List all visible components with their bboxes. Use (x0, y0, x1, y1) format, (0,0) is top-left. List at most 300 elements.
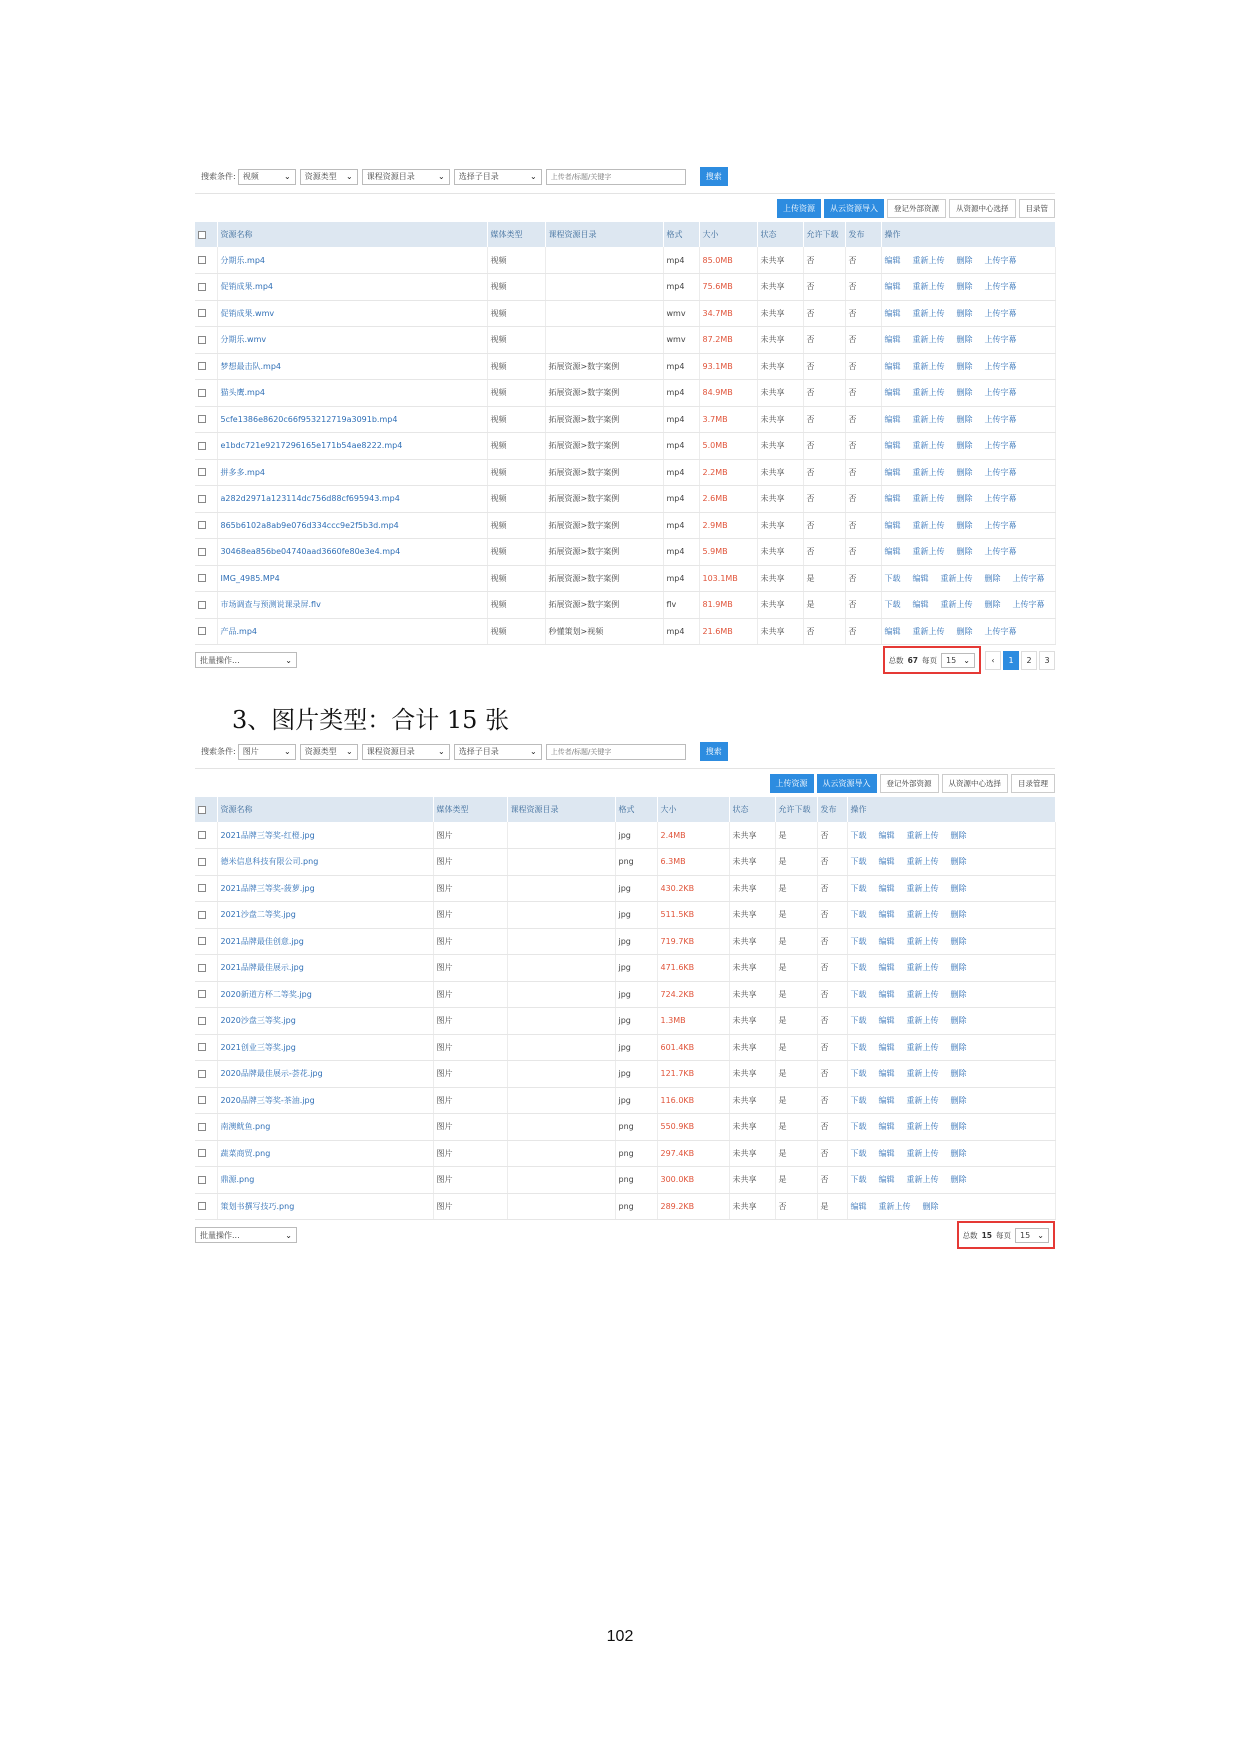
row-checkbox[interactable] (195, 1140, 217, 1167)
action-link[interactable]: 编辑 (878, 857, 895, 867)
size-cell: 289.2KB (657, 1193, 729, 1220)
action-link[interactable]: 重新上传 (906, 989, 939, 999)
action-link[interactable]: 重新上传 (906, 1175, 939, 1185)
catalog-manage-button[interactable]: 目录管 (1019, 199, 1056, 218)
row-checkbox[interactable] (195, 300, 217, 327)
row-checkbox[interactable] (195, 353, 217, 380)
col-status: 状态 (757, 222, 803, 247)
action-link[interactable]: 删除 (950, 910, 967, 920)
toolbar (195, 194, 1055, 222)
catalog-cell (507, 1114, 615, 1141)
resource-name-link[interactable]: 5cfe1386e8620c66f953212719a3091b.mp4 (217, 406, 487, 433)
resource-name-link[interactable]: 30468ea856be04740aad3660fe80e3e4.mp4 (217, 539, 487, 566)
action-link[interactable]: 编辑 (878, 1148, 895, 1158)
status-cell: 未共享 (729, 822, 775, 849)
chevron-down-icon: ⌄ (346, 747, 353, 756)
action-link[interactable]: 删除 (950, 989, 967, 999)
resource-name-link[interactable]: 促销成果.wmv (217, 300, 487, 327)
status-cell: 未共享 (757, 592, 803, 619)
action-link[interactable]: 重新上传 (912, 282, 945, 292)
resource-name-link[interactable]: 2020品牌三等奖-茶油.jpg (217, 1087, 433, 1114)
publish-cell: 否 (845, 592, 881, 619)
action-link[interactable]: 编辑 (884, 335, 901, 345)
action-link[interactable]: 上传字幕 (1012, 573, 1045, 583)
resource-name-link[interactable]: 2021品牌最佳创意.jpg (217, 928, 433, 955)
action-link[interactable]: 重新上传 (878, 1201, 911, 1211)
resource-name-link[interactable]: 策划书撰写技巧.png (217, 1193, 433, 1220)
action-link[interactable]: 上传字幕 (984, 282, 1017, 292)
action-link[interactable]: 重新上传 (940, 573, 973, 583)
page-3-button[interactable]: 3 (1039, 651, 1055, 670)
resource-name-link[interactable]: 2020新道方杯二等奖.jpg (217, 981, 433, 1008)
action-link[interactable]: 下载 (884, 600, 901, 610)
resource-name-link[interactable]: 2021沙盘二等奖.jpg (217, 902, 433, 929)
action-link[interactable]: 编辑 (884, 441, 901, 451)
action-link[interactable]: 编辑 (850, 1201, 867, 1211)
catalog-cell (545, 274, 663, 301)
action-link[interactable]: 重新上传 (906, 1042, 939, 1052)
actions-cell (881, 618, 1055, 645)
action-link[interactable]: 重新上传 (906, 883, 939, 893)
action-link[interactable]: 重新上传 (912, 494, 945, 504)
row-checkbox[interactable] (195, 849, 217, 876)
table-row (195, 433, 1055, 460)
catalog-cell (545, 327, 663, 354)
action-link[interactable]: 编辑 (878, 963, 895, 973)
action-link[interactable]: 重新上传 (906, 1095, 939, 1105)
action-link[interactable]: 删除 (950, 1095, 967, 1105)
resource-name-link[interactable]: IMG_4985.MP4 (217, 565, 487, 592)
chevron-down-icon: ⌄ (285, 655, 292, 665)
action-link[interactable]: 删除 (984, 573, 1001, 583)
actions-cell (881, 486, 1055, 513)
action-link[interactable]: 删除 (950, 1175, 967, 1185)
action-link[interactable]: 删除 (956, 520, 973, 530)
download-cell: 否 (803, 274, 845, 301)
action-link[interactable]: 编辑 (878, 1175, 895, 1185)
action-link[interactable]: 重新上传 (912, 414, 945, 424)
action-link[interactable]: 删除 (950, 936, 967, 946)
action-link[interactable]: 编辑 (884, 547, 901, 557)
catalog-cell: 拓展资源>数字案例 (545, 565, 663, 592)
row-checkbox[interactable] (195, 981, 217, 1008)
format-cell: mp4 (663, 433, 699, 460)
action-link[interactable]: 重新上传 (906, 830, 939, 840)
row-checkbox[interactable] (195, 380, 217, 407)
format-cell: jpg (615, 928, 657, 955)
row-checkbox[interactable] (195, 1034, 217, 1061)
download-cell: 是 (775, 928, 817, 955)
row-checkbox[interactable] (195, 274, 217, 301)
action-link[interactable]: 上传字幕 (984, 335, 1017, 345)
action-link[interactable]: 删除 (950, 1122, 967, 1132)
action-link[interactable]: 重新上传 (912, 441, 945, 451)
action-link[interactable]: 删除 (950, 1148, 967, 1158)
action-link[interactable]: 删除 (956, 547, 973, 557)
action-link[interactable]: 下载 (850, 989, 867, 999)
per-page-label: 每页 (996, 1230, 1011, 1240)
row-checkbox[interactable] (195, 592, 217, 619)
action-link[interactable]: 删除 (922, 1201, 939, 1211)
action-link[interactable]: 编辑 (878, 1122, 895, 1132)
chevron-down-icon: ⌄ (963, 655, 970, 665)
action-link[interactable]: 上传字幕 (984, 441, 1017, 451)
row-checkbox[interactable] (195, 1167, 217, 1194)
action-link[interactable]: 删除 (956, 282, 973, 292)
action-link[interactable]: 删除 (956, 335, 973, 345)
download-cell: 是 (803, 565, 845, 592)
action-link[interactable]: 删除 (984, 600, 1001, 610)
catalog-cell (507, 902, 615, 929)
format-cell: jpg (615, 981, 657, 1008)
actions-cell (847, 849, 1055, 876)
total-label: 总数 (962, 1230, 978, 1240)
media-type-cell: 视频 (487, 539, 545, 566)
table-row (195, 928, 1055, 955)
search-button[interactable]: 搜索 (700, 742, 728, 761)
action-link[interactable]: 重新上传 (940, 600, 973, 610)
action-link[interactable]: 编辑 (878, 910, 895, 920)
resource-name-link[interactable]: 2021品牌最佳展示.jpg (217, 955, 433, 982)
row-checkbox[interactable] (195, 955, 217, 982)
action-link[interactable]: 上传字幕 (984, 361, 1017, 371)
action-link[interactable]: 编辑 (884, 626, 901, 636)
catalog-select[interactable]: 课程资源目录 ⌄ (362, 169, 450, 185)
action-link[interactable]: 重新上传 (906, 1016, 939, 1026)
action-link[interactable]: 编辑 (878, 1095, 895, 1105)
row-checkbox[interactable] (195, 565, 217, 592)
action-link[interactable]: 上传字幕 (984, 308, 1017, 318)
resource-name-link[interactable]: 2020品牌最佳展示-荟花.jpg (217, 1061, 433, 1088)
publish-cell: 否 (817, 1167, 847, 1194)
action-link[interactable]: 删除 (956, 308, 973, 318)
action-link[interactable]: 编辑 (884, 255, 901, 265)
register-external-button[interactable]: 登记外部资源 (887, 199, 946, 218)
action-link[interactable]: 重新上传 (906, 1148, 939, 1158)
row-checkbox[interactable] (195, 618, 217, 645)
resource-name-link[interactable]: 市场调查与预测说课录屏.flv (217, 592, 487, 619)
action-link[interactable]: 编辑 (878, 883, 895, 893)
action-link[interactable]: 重新上传 (912, 255, 945, 265)
action-link[interactable]: 下载 (850, 857, 867, 867)
action-link[interactable]: 下载 (850, 1122, 867, 1132)
resource-name-link[interactable]: 2021品牌三等奖-菠萝.jpg (217, 875, 433, 902)
action-link[interactable]: 上传字幕 (984, 255, 1017, 265)
batch-action-select[interactable]: 批量操作... ⌄ (195, 1227, 297, 1243)
action-link[interactable]: 下载 (850, 910, 867, 920)
import-cloud-button[interactable]: 从云资源导入 (817, 774, 877, 793)
catalog-manage-button[interactable]: 目录管理 (1011, 774, 1055, 793)
resource-table (195, 797, 1056, 1220)
resource-name-link[interactable]: 南澳鱿鱼.png (217, 1114, 433, 1141)
status-cell: 未共享 (729, 1114, 775, 1141)
resource-name-link[interactable]: a282d2971a123114dc756d88cf695943.mp4 (217, 486, 487, 513)
download-cell: 否 (803, 380, 845, 407)
media-type-cell: 图片 (433, 1167, 507, 1194)
row-checkbox[interactable] (195, 433, 217, 460)
action-link[interactable]: 重新上传 (906, 936, 939, 946)
image-resource-panel (195, 735, 1055, 1250)
action-link[interactable]: 下载 (850, 963, 867, 973)
row-checkbox[interactable] (195, 1114, 217, 1141)
download-cell: 否 (803, 327, 845, 354)
media-type-cell: 视频 (487, 486, 545, 513)
resource-name-link[interactable]: 拼多多.mp4 (217, 459, 487, 486)
row-checkbox[interactable] (195, 539, 217, 566)
action-link[interactable]: 下载 (884, 573, 901, 583)
action-link[interactable]: 重新上传 (912, 388, 945, 398)
download-cell: 是 (775, 981, 817, 1008)
select-all-checkbox[interactable] (195, 222, 217, 247)
table-row (195, 1140, 1055, 1167)
action-link[interactable]: 删除 (950, 1016, 967, 1026)
subcatalog-select[interactable]: 选择子目录 ⌄ (454, 744, 542, 760)
catalog-cell (507, 1087, 615, 1114)
search-bar (195, 735, 1055, 769)
row-checkbox[interactable] (195, 247, 217, 274)
publish-cell: 否 (817, 1034, 847, 1061)
chevron-down-icon: ⌄ (438, 172, 445, 181)
size-cell: 3.7MB (699, 406, 757, 433)
keyword-input[interactable] (546, 744, 686, 760)
resource-name-link[interactable]: 产品.mp4 (217, 618, 487, 645)
action-link[interactable]: 下载 (850, 1095, 867, 1105)
col-media: 媒体类型 (433, 797, 507, 822)
actions-cell (847, 1114, 1055, 1141)
size-cell: 85.0MB (699, 247, 757, 274)
resource-name-link[interactable]: 分期乐.mp4 (217, 247, 487, 274)
resource-name-link[interactable]: 鼎源.png (217, 1167, 433, 1194)
format-cell: mp4 (663, 406, 699, 433)
action-link[interactable]: 编辑 (912, 600, 929, 610)
action-link[interactable]: 编辑 (884, 308, 901, 318)
format-cell: png (615, 1140, 657, 1167)
action-link[interactable]: 重新上传 (912, 520, 945, 530)
actions-cell (847, 1061, 1055, 1088)
action-link[interactable]: 删除 (950, 857, 967, 867)
row-checkbox[interactable] (195, 875, 217, 902)
resource-name-link[interactable]: 865b6102a8ab9e076d334ccc9e2f5b3d.mp4 (217, 512, 487, 539)
size-cell: 511.5KB (657, 902, 729, 929)
row-checkbox[interactable] (195, 1193, 217, 1220)
row-checkbox[interactable] (195, 822, 217, 849)
action-link[interactable]: 编辑 (884, 282, 901, 292)
register-external-button[interactable]: 登记外部资源 (880, 774, 939, 793)
select-from-center-button[interactable]: 从资源中心选择 (949, 199, 1016, 218)
action-link[interactable]: 删除 (950, 883, 967, 893)
resource-type-select[interactable]: 资源类型 ⌄ (300, 169, 358, 185)
media-type-cell: 视频 (487, 512, 545, 539)
table-row (195, 875, 1055, 902)
publish-cell: 否 (817, 1008, 847, 1035)
download-cell: 是 (775, 955, 817, 982)
table-row (195, 1087, 1055, 1114)
action-link[interactable]: 删除 (950, 1042, 967, 1052)
action-link[interactable]: 重新上传 (912, 361, 945, 371)
action-link[interactable]: 删除 (956, 255, 973, 265)
action-link[interactable]: 下载 (850, 883, 867, 893)
action-link[interactable]: 删除 (956, 388, 973, 398)
action-link[interactable]: 上传字幕 (984, 547, 1017, 557)
action-link[interactable]: 编辑 (884, 494, 901, 504)
page-2-button[interactable]: 2 (1021, 651, 1037, 670)
resource-name-link[interactable]: 促销成果.mp4 (217, 274, 487, 301)
search-button[interactable]: 搜索 (700, 167, 728, 186)
resource-name-link[interactable]: 猫头鹰.mp4 (217, 380, 487, 407)
actions-cell (847, 1087, 1055, 1114)
upload-resource-button[interactable]: 上传资源 (777, 199, 821, 218)
media-type-select[interactable]: 视频 ⌄ (238, 169, 296, 185)
action-link[interactable]: 编辑 (884, 414, 901, 424)
format-cell: jpg (615, 1061, 657, 1088)
action-link[interactable]: 删除 (950, 830, 967, 840)
action-link[interactable]: 下载 (850, 1042, 867, 1052)
select-all-checkbox[interactable] (195, 797, 217, 822)
download-cell: 否 (803, 247, 845, 274)
action-link[interactable]: 下载 (850, 830, 867, 840)
action-link[interactable]: 删除 (950, 963, 967, 973)
format-cell: jpg (615, 822, 657, 849)
row-checkbox[interactable] (195, 406, 217, 433)
actions-cell (881, 433, 1055, 460)
media-type-cell: 图片 (433, 1140, 507, 1167)
action-link[interactable]: 重新上传 (912, 547, 945, 557)
row-checkbox[interactable] (195, 1061, 217, 1088)
action-link[interactable]: 编辑 (884, 361, 901, 371)
action-link[interactable]: 重新上传 (906, 1122, 939, 1132)
row-checkbox[interactable] (195, 1008, 217, 1035)
action-link[interactable]: 下载 (850, 1175, 867, 1185)
action-link[interactable]: 编辑 (878, 1016, 895, 1026)
action-link[interactable]: 编辑 (884, 388, 901, 398)
format-cell: wmv (663, 300, 699, 327)
row-checkbox[interactable] (195, 902, 217, 929)
actions-cell (847, 822, 1055, 849)
import-cloud-button[interactable]: 从云资源导入 (824, 199, 884, 218)
resource-name-link[interactable]: 2020沙盘三等奖.jpg (217, 1008, 433, 1035)
row-checkbox[interactable] (195, 459, 217, 486)
resource-type-select[interactable]: 资源类型 ⌄ (300, 744, 358, 760)
catalog-cell: 拓展资源>数字案例 (545, 406, 663, 433)
status-cell: 未共享 (757, 300, 803, 327)
action-link[interactable]: 删除 (950, 1069, 967, 1079)
format-cell: jpg (615, 902, 657, 929)
batch-action-select[interactable]: 批量操作... ⌄ (195, 652, 297, 668)
pagination-summary (883, 646, 981, 674)
action-link[interactable]: 上传字幕 (984, 388, 1017, 398)
action-link[interactable]: 删除 (956, 626, 973, 636)
action-link[interactable]: 上传字幕 (984, 626, 1017, 636)
resource-name-link[interactable]: 2021创业三等奖.jpg (217, 1034, 433, 1061)
action-link[interactable]: 删除 (956, 414, 973, 424)
format-cell: mp4 (663, 565, 699, 592)
action-link[interactable]: 上传字幕 (984, 520, 1017, 530)
action-link[interactable]: 上传字幕 (984, 467, 1017, 477)
action-link[interactable]: 编辑 (878, 1069, 895, 1079)
action-link[interactable]: 重新上传 (906, 963, 939, 973)
action-link[interactable]: 下载 (850, 936, 867, 946)
resource-name-link[interactable]: 2021品牌三等奖-红橙.jpg (217, 822, 433, 849)
keyword-input[interactable] (546, 169, 686, 185)
media-type-select[interactable]: 图片 ⌄ (238, 744, 296, 760)
col-format: 格式 (663, 222, 699, 247)
col-name: 资源名称 (217, 222, 487, 247)
action-link[interactable]: 下载 (850, 1069, 867, 1079)
catalog-cell (507, 1140, 615, 1167)
subcatalog-select[interactable]: 选择子目录 ⌄ (454, 169, 542, 185)
action-link[interactable]: 重新上传 (906, 1069, 939, 1079)
action-link[interactable]: 重新上传 (912, 467, 945, 477)
per-page-select[interactable]: 15 ⌄ (941, 653, 975, 668)
select-from-center-button[interactable]: 从资源中心选择 (942, 774, 1009, 793)
action-link[interactable]: 编辑 (878, 989, 895, 999)
resource-name-link[interactable]: 蔬菜商贸.png (217, 1140, 433, 1167)
col-catalog: 课程资源目录 (545, 222, 663, 247)
row-checkbox[interactable] (195, 512, 217, 539)
media-type-cell: 视频 (487, 433, 545, 460)
row-checkbox[interactable] (195, 1087, 217, 1114)
chevron-down-icon: ⌄ (346, 172, 353, 181)
download-cell: 是 (775, 1140, 817, 1167)
row-checkbox[interactable] (195, 928, 217, 955)
action-link[interactable]: 编辑 (884, 467, 901, 477)
action-link[interactable]: 上传字幕 (1012, 600, 1045, 610)
col-publish: 发布 (845, 222, 881, 247)
row-checkbox[interactable] (195, 486, 217, 513)
action-link[interactable]: 编辑 (912, 573, 929, 583)
media-type-cell: 图片 (433, 875, 507, 902)
resource-name-link[interactable]: 德米信息科技有限公司.png (217, 849, 433, 876)
action-link[interactable]: 上传字幕 (984, 494, 1017, 504)
catalog-cell: 秒懂策划>视频 (545, 618, 663, 645)
resource-name-link[interactable]: e1bdc721e9217296165e171b54ae8222.mp4 (217, 433, 487, 460)
resource-name-link[interactable]: 梦想最击队.mp4 (217, 353, 487, 380)
action-link[interactable]: 重新上传 (912, 308, 945, 318)
action-link[interactable]: 重新上传 (906, 910, 939, 920)
action-link[interactable]: 编辑 (878, 936, 895, 946)
action-link[interactable]: 删除 (956, 467, 973, 477)
download-cell: 是 (775, 902, 817, 929)
action-link[interactable]: 下载 (850, 1016, 867, 1026)
per-page-label: 每页 (922, 655, 937, 665)
action-link[interactable]: 编辑 (884, 520, 901, 530)
per-page-select[interactable]: 15 ⌄ (1015, 1228, 1049, 1243)
prev-page-button[interactable]: ‹ (985, 651, 1001, 670)
status-cell: 未共享 (757, 512, 803, 539)
action-link[interactable]: 删除 (956, 494, 973, 504)
page-1-button[interactable]: 1 (1003, 651, 1019, 670)
resource-name-link[interactable]: 分期乐.wmv (217, 327, 487, 354)
action-link[interactable]: 上传字幕 (984, 414, 1017, 424)
actions-cell (847, 902, 1055, 929)
action-link[interactable]: 删除 (956, 361, 973, 371)
catalog-select[interactable]: 课程资源目录 ⌄ (362, 744, 450, 760)
action-link[interactable]: 重新上传 (912, 626, 945, 636)
action-link[interactable]: 删除 (956, 441, 973, 451)
row-checkbox[interactable] (195, 327, 217, 354)
table-body (195, 822, 1055, 1220)
action-link[interactable]: 编辑 (878, 1042, 895, 1052)
format-cell: jpg (615, 1034, 657, 1061)
action-link[interactable]: 重新上传 (906, 857, 939, 867)
action-link[interactable]: 重新上传 (912, 335, 945, 345)
action-link[interactable]: 编辑 (878, 830, 895, 840)
upload-resource-button[interactable]: 上传资源 (770, 774, 814, 793)
action-link[interactable]: 下载 (850, 1148, 867, 1158)
search-label: 搜索条件: (201, 172, 236, 181)
actions-cell (881, 274, 1055, 301)
table-row (195, 353, 1055, 380)
